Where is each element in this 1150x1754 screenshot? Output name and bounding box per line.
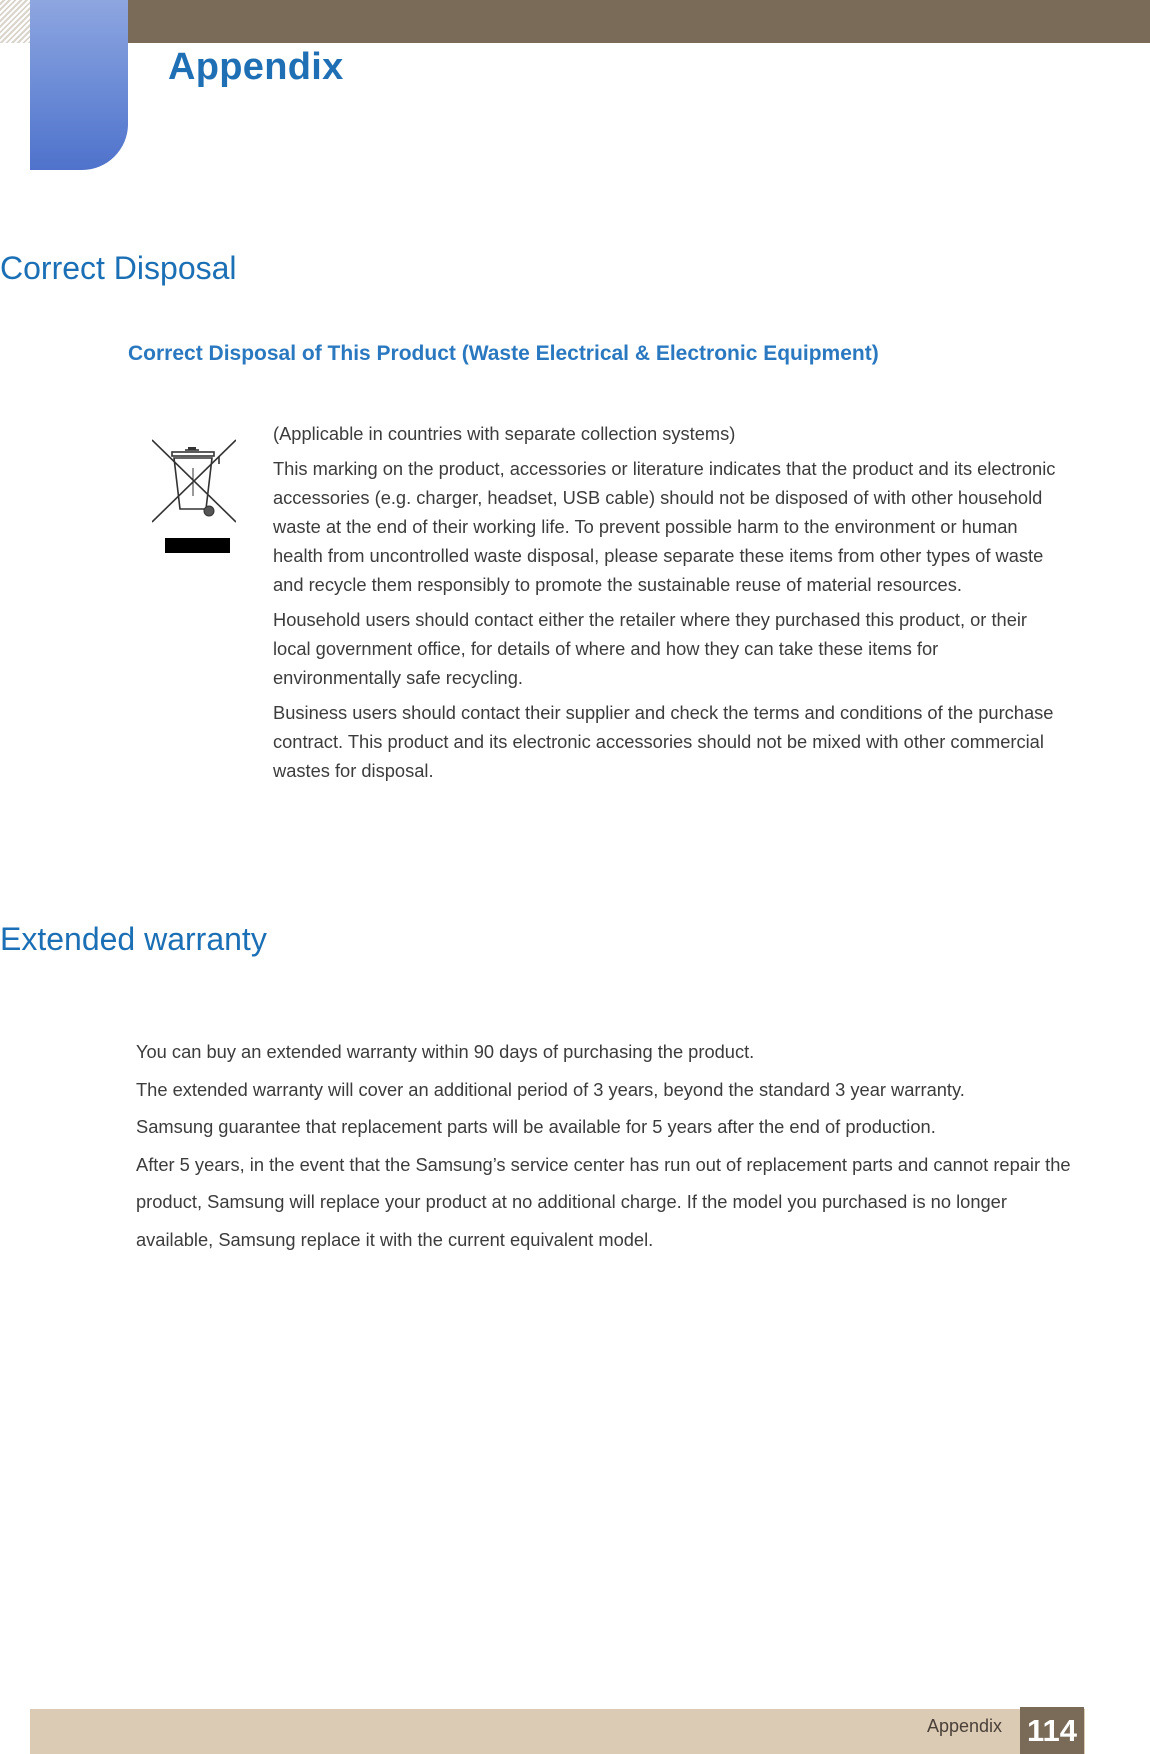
warranty-body	[136, 1033, 1071, 1258]
disposal-paragraph: (Applicable in countries with separate collection systems)	[273, 423, 736, 444]
page-number: 114	[1020, 1707, 1084, 1754]
disposal-paragraph: Business users should contact their supplier and check the terms and conditions of the purchase contract. This product and its electronic accessories should not be mixed with other commercial wastes for disposal.	[273, 702, 1054, 781]
header-bar	[0, 0, 1150, 43]
chapter-tab	[30, 0, 128, 170]
header-hatch-decoration	[0, 0, 30, 43]
disposal-paragraph: Household users should contact either the retailer where they purchased this product, or their local government office, for details of where and how they can take these items for environmentally safe recycling.	[273, 609, 1028, 688]
warranty-paragraph: You can buy an extended warranty within 90 days of purchasing the product.	[136, 1041, 755, 1062]
section-title-extended-warranty: Extended warranty	[0, 921, 267, 957]
subsection-title-weee: Correct Disposal of This Product (Waste Electrical & Electronic Equipment)	[128, 342, 879, 365]
section-title-correct-disposal: Correct Disposal	[0, 250, 237, 286]
warranty-paragraph: The extended warranty will cover an additional period of 3 years, beyond the standard 3 year warranty.	[136, 1078, 965, 1100]
warranty-paragraph: After 5 years, in the event that the Samsung’s service center has run out of replacement parts and cannot repair the product, Samsung will replace your product at no additional charge. If the model you purchased is no longer available, Samsung replace it with the current equivalent model.	[136, 1153, 1071, 1250]
disposal-paragraph: This marking on the product, accessories or literature indicates that the product and its electronic accessories (e.g. charger, headset, USB cable) should not be disposed of with other household waste at the end of their working life. To prevent possible harm to the environment or human health from uncontrolled waste disposal, please separate these items from other types of waste and recycle them responsibly to promote the sustainable reuse of material resources.	[273, 458, 1056, 595]
crossed-out-wheelie-bin-icon	[152, 436, 236, 556]
footer-section-label: Appendix	[926, 1716, 1002, 1736]
chapter-title: Appendix	[168, 46, 344, 88]
warranty-paragraph: Samsung guarantee that replacement parts will be available for 5 years after the end of production.	[136, 1116, 936, 1137]
disposal-body	[273, 419, 1063, 791]
